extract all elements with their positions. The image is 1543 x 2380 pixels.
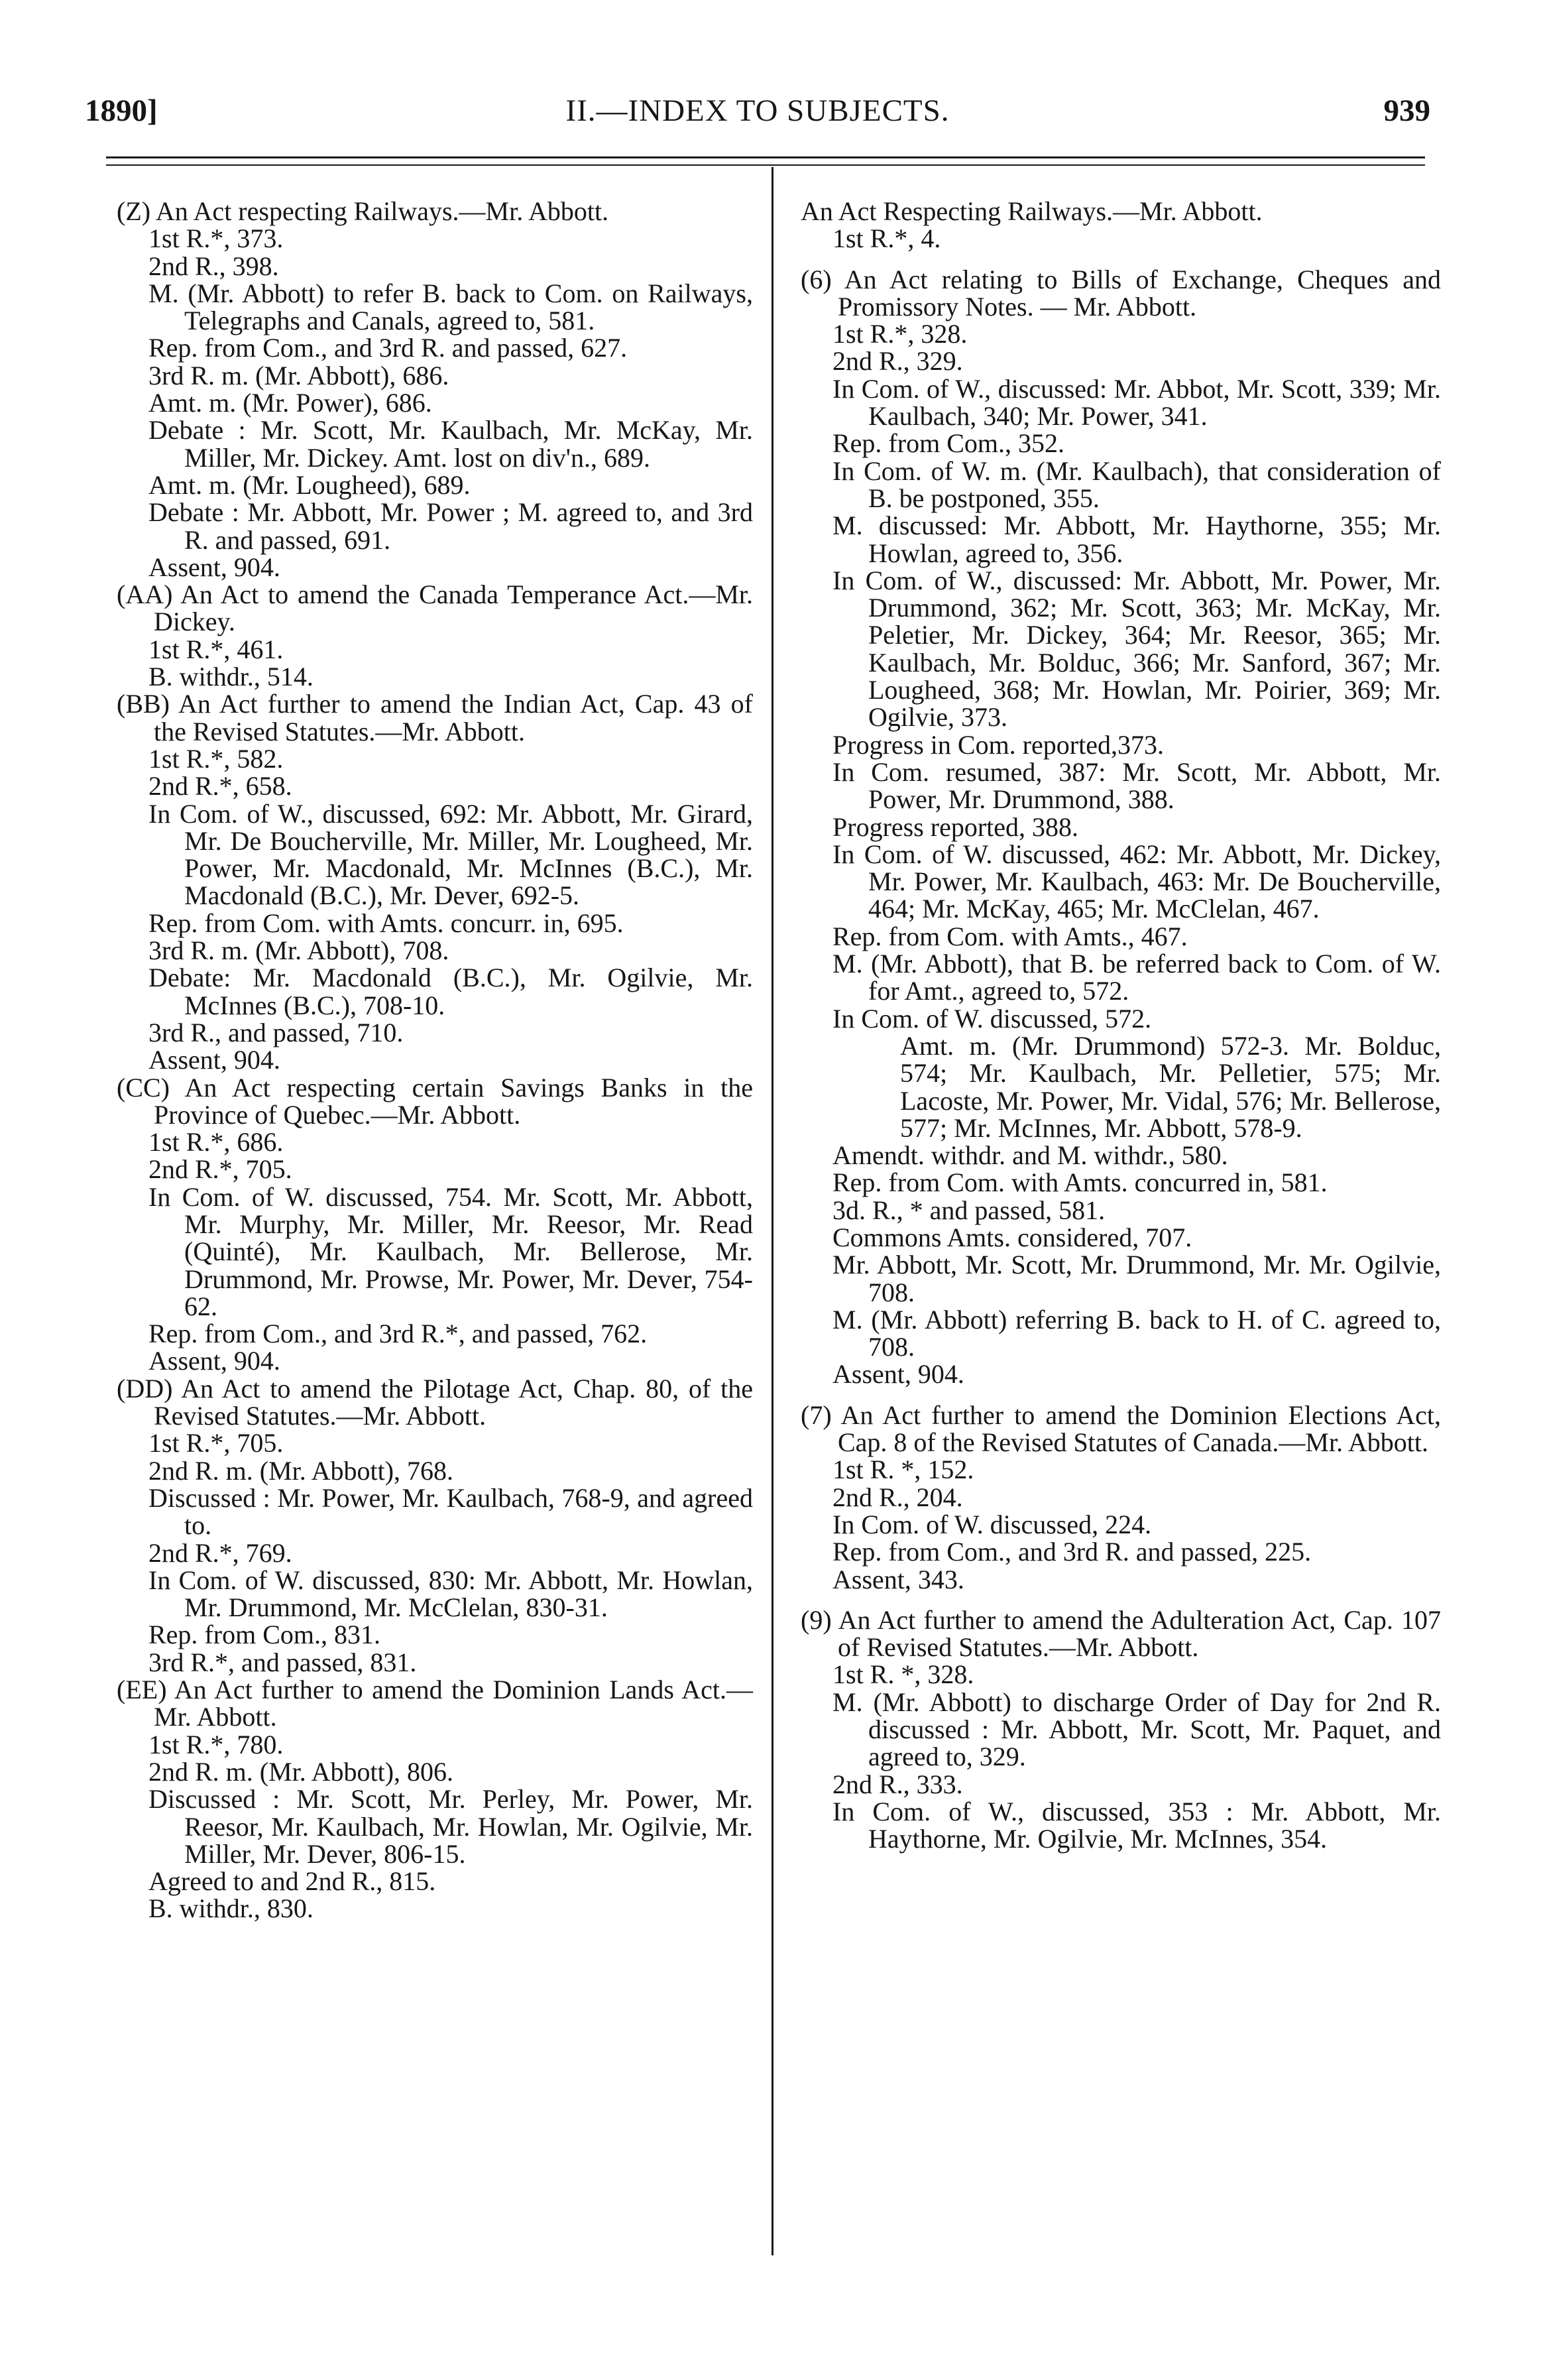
index-sub-entry: Progress reported, 388. [832, 811, 1079, 842]
index-sub-entry: Amt. m. (Mr. Lougheed), 689. [148, 469, 471, 500]
index-sub-entry: B. withdr., 830. [148, 1893, 314, 1924]
index-sub-entry: M. (Mr. Abbott) to refer B. back to Com. on Railways, Telegraphs and Canals, agreed to, 581. [148, 278, 753, 336]
index-sub-entry: 1st R.*, 686. [148, 1127, 284, 1158]
index-sub-entry: Commons Amts. considered, 707. [832, 1222, 1192, 1252]
index-sub-entry: Debate: Mr. Macdonald (B.C.), Mr. Ogilvie, Mr. McInnes (B.C.), 708-10. [148, 963, 753, 1020]
index-sub-entry: Agreed to and 2nd R., 815. [148, 1866, 436, 1897]
index-sub-entry: Amt. m. (Mr. Power), 686. [148, 388, 432, 418]
index-sub-entry: 1st R. *, 328. [832, 1659, 974, 1690]
header-year: 1890] [85, 93, 158, 128]
index-sub-entry: Mr. Abbott, Mr. Scott, Mr. Drummond, Mr. Mr. Ogilvie, 708. [832, 1250, 1441, 1307]
index-sub-entry: Rep. from Com., 352. [832, 428, 1064, 459]
left-column [117, 198, 753, 1923]
index-sub-entry: Assent, 904. [148, 552, 280, 582]
index-sub-entry: In Com. of W. discussed, 754. Mr. Scott, Mr. Abbott, Mr. Murphy, Mr. Miller, Mr. Reesor, Mr. Read (Quinté), Mr. Kaulbach, Mr. Bellerose, Mr. Drummond, Mr. Prowse, Mr. Power, Mr. Dever, 754-62. [148, 1181, 753, 1321]
index-sub-entry: Rep. from Com. with Amts. concurr. in, 695. [148, 908, 624, 938]
index-sub-entry: 1st R.*, 461. [148, 634, 284, 664]
right-column [801, 198, 1441, 1853]
index-sub-entry: 2nd R., 329. [832, 346, 963, 377]
index-entry-title: (AA) An Act to amend the Canada Temperance Act.—Mr. Dickey. [117, 579, 753, 637]
index-entry-title: (DD) An Act to amend the Pilotage Act, Chap. 80, of the Revised Statutes.—Mr. Abbott. [117, 1373, 753, 1431]
index-sub-entry: Rep. from Com., and 3rd R. and passed, 627. [148, 333, 628, 363]
index-sub-entry: Amendt. withdr. and M. withdr., 580. [832, 1140, 1228, 1171]
index-sub-entry: 1st R.*, 373. [148, 223, 284, 254]
index-entry-title: (7) An Act further to amend the Dominion Elections Act, Cap. 8 of the Revised Statutes of Canada.—Mr. Abbott. [801, 1399, 1441, 1458]
index-sub-entry: 1st R.*, 780. [148, 1729, 284, 1759]
index-sub-entry: 1st R.*, 328. [832, 319, 968, 349]
index-sub-entry: Debate : Mr. Abbott, Mr. Power ; M. agreed to, and 3rd R. and passed, 691. [148, 497, 753, 555]
index-entry-title: (BB) An Act further to amend the Indian Act, Cap. 43 of the Revised Statutes.—Mr. Abbott. [117, 689, 753, 746]
index-sub-entry: 3rd R.*, and passed, 831. [148, 1647, 417, 1677]
index-sub-entry: In Com. of W. discussed, 830: Mr. Abbott, Mr. Howlan, Mr. Drummond, Mr. McClelan, 830-31. [148, 1565, 753, 1623]
index-sub-entry: In Com. of W., discussed: Mr. Abbott, Mr. Power, Mr. Drummond, 362; Mr. Scott, 363; Mr. McKay, Mr. Peletier, Mr. Dickey, 364; Mr. Reesor, 365; Mr. Kaulbach, Mr. Bolduc, 366; Mr. Sanford, 367; Mr. Lougheed, 368; Mr. Howlan, Mr. Poirier, 369; Mr. Ogilvie, 373. [832, 565, 1441, 733]
header-title: II.—INDEX TO SUBJECTS. [565, 93, 950, 128]
index-sub-entry: Assent, 343. [832, 1564, 964, 1594]
index-sub-entry: 2nd R., 398. [148, 251, 279, 281]
index-sub-entry: Amt. m. (Mr. Drummond) 572-3. Mr. Bolduc, 574; Mr. Kaulbach, Mr. Pelletier, 575; Mr. Lacoste, Mr. Power, Mr. Vidal, 576; Mr. Bellerose, 577; Mr. McInnes, Mr. Abbott, 578-9. [900, 1030, 1441, 1143]
index-sub-entry: In Com. resumed, 387: Mr. Scott, Mr. Abbott, Mr. Power, Mr. Drummond, 388. [832, 756, 1441, 815]
header-rule-inner [106, 164, 1425, 166]
index-sub-entry: 2nd R. m. (Mr. Abbott), 806. [148, 1756, 454, 1787]
index-sub-entry: Debate : Mr. Scott, Mr. Kaulbach, Mr. McKay, Mr. Miller, Mr. Dickey. Amt. lost on div'n., 689. [148, 415, 753, 473]
index-entry-title: (6) An Act relating to Bills of Exchange, Cheques and Promissory Notes. — Mr. Abbott. [801, 264, 1441, 322]
index-sub-entry: 1st R. *, 152. [832, 1455, 974, 1485]
index-entry-title: An Act Respecting Railways.—Mr. Abbott. [801, 196, 1263, 226]
index-sub-entry: In Com. of W. discussed, 224. [832, 1509, 1152, 1539]
column-divider [772, 167, 773, 2255]
entry-spacer [801, 1593, 1441, 1606]
entry-spacer [801, 1388, 1441, 1401]
index-entry-title: (CC) An Act respecting certain Savings Banks in the Province of Quebec.—Mr. Abbott. [117, 1072, 753, 1130]
index-sub-entry: M. discussed: Mr. Abbott, Mr. Haythorne, 355; Mr. Howlan, agreed to, 356. [832, 510, 1441, 568]
index-sub-entry: M. (Mr. Abbott) referring B. back to H. of C. agreed to, 708. [832, 1304, 1441, 1362]
index-sub-entry: In Com. of W. discussed, 572. [832, 1003, 1152, 1034]
index-sub-entry: In Com. of W. m. (Mr. Kaulbach), that consideration of B. be postponed, 355. [832, 455, 1441, 513]
index-sub-entry: In Com. of W. discussed, 462: Mr. Abbott, Mr. Dickey, Mr. Power, Mr. Kaulbach, 463: Mr. De Boucherville, 464; Mr. McKay, 465; Mr. McClelan, 467. [832, 839, 1441, 924]
page-number: 939 [1383, 93, 1430, 128]
index-sub-entry: 3rd R. m. (Mr. Abbott), 708. [148, 935, 449, 966]
index-sub-entry: 2nd R., 204. [832, 1482, 963, 1512]
index-sub-entry: 2nd R.*, 769. [148, 1537, 292, 1568]
index-sub-entry: Rep. from Com., 831. [148, 1620, 380, 1650]
index-sub-entry: In Com. of W., discussed, 692: Mr. Abbott, Mr. Girard, Mr. De Boucherville, Mr. Miller, Mr. Lougheed, Mr. Power, Mr. Macdonald, Mr. McInnes (B.C.), Mr. Macdonald (B.C.), Mr. Dever, 692-5. [148, 798, 753, 911]
index-sub-entry: Rep. from Com. with Amts. concurred in, 581. [832, 1167, 1328, 1198]
index-sub-entry: 3rd R., and passed, 710. [148, 1017, 404, 1047]
index-sub-entry: Discussed : Mr. Power, Mr. Kaulbach, 768-9, and agreed to. [148, 1482, 753, 1541]
index-sub-entry: In Com. of W., discussed: Mr. Abbot, Mr. Scott, 339; Mr. Kaulbach, 340; Mr. Power, 341. [832, 373, 1441, 432]
index-sub-entry: Progress in Com. reported,373. [832, 729, 1164, 760]
page-header [85, 85, 1430, 138]
index-sub-entry: Assent, 904. [148, 1045, 280, 1075]
index-sub-entry: M. (Mr. Abbott) to discharge Order of Day for 2nd R. discussed : Mr. Abbott, Mr. Scott, Mr. Paquet, and agreed to, 329. [832, 1687, 1441, 1772]
index-sub-entry: 1st R.*, 4. [832, 223, 941, 254]
index-sub-entry: Rep. from Com. with Amts., 467. [832, 921, 1188, 951]
entry-spacer [801, 253, 1441, 266]
index-sub-entry: 2nd R. m. (Mr. Abbott), 768. [148, 1455, 454, 1486]
index-sub-entry: M. (Mr. Abbott), that B. be referred back to Com. of W. for Amt., agreed to, 572. [832, 949, 1441, 1006]
index-sub-entry: Discussed : Mr. Scott, Mr. Perley, Mr. Power, Mr. Reesor, Mr. Kaulbach, Mr. Howlan, Mr. Ogilvie, Mr. Miller, Mr. Dever, 806-15. [148, 1784, 753, 1869]
index-sub-entry: 2nd R.*, 705. [148, 1154, 292, 1185]
index-sub-entry: 3d. R., * and passed, 581. [832, 1195, 1106, 1225]
index-entry-title: (9) An Act further to amend the Adulteration Act, Cap. 107 of Revised Statutes.—Mr. Abbott. [801, 1604, 1441, 1663]
index-sub-entry: 1st R.*, 582. [148, 743, 284, 774]
index-entry-title: (EE) An Act further to amend the Dominion Lands Act.—Mr. Abbott. [117, 1675, 753, 1732]
index-sub-entry: Assent, 904. [148, 1346, 280, 1376]
header-rule [106, 156, 1425, 158]
index-sub-entry: Assent, 904. [832, 1359, 964, 1390]
index-sub-entry: 3rd R. m. (Mr. Abbott), 686. [148, 360, 449, 390]
index-sub-entry: 2nd R.*, 658. [148, 771, 292, 802]
index-sub-entry: B. withdr., 514. [148, 662, 314, 692]
index-sub-entry: Rep. from Com., and 3rd R. and passed, 225. [832, 1537, 1312, 1567]
index-sub-entry: 1st R.*, 705. [148, 1428, 284, 1458]
index-sub-entry: In Com. of W., discussed, 353 : Mr. Abbott, Mr. Haythorne, Mr. Ogilvie, Mr. McInnes, 354. [832, 1796, 1441, 1854]
index-sub-entry: Rep. from Com., and 3rd R.*, and passed, 762. [148, 1319, 648, 1349]
index-sub-entry: 2nd R., 333. [832, 1769, 963, 1799]
index-entry-title: (Z) An Act respecting Railways.—Mr. Abbott. [117, 196, 609, 226]
